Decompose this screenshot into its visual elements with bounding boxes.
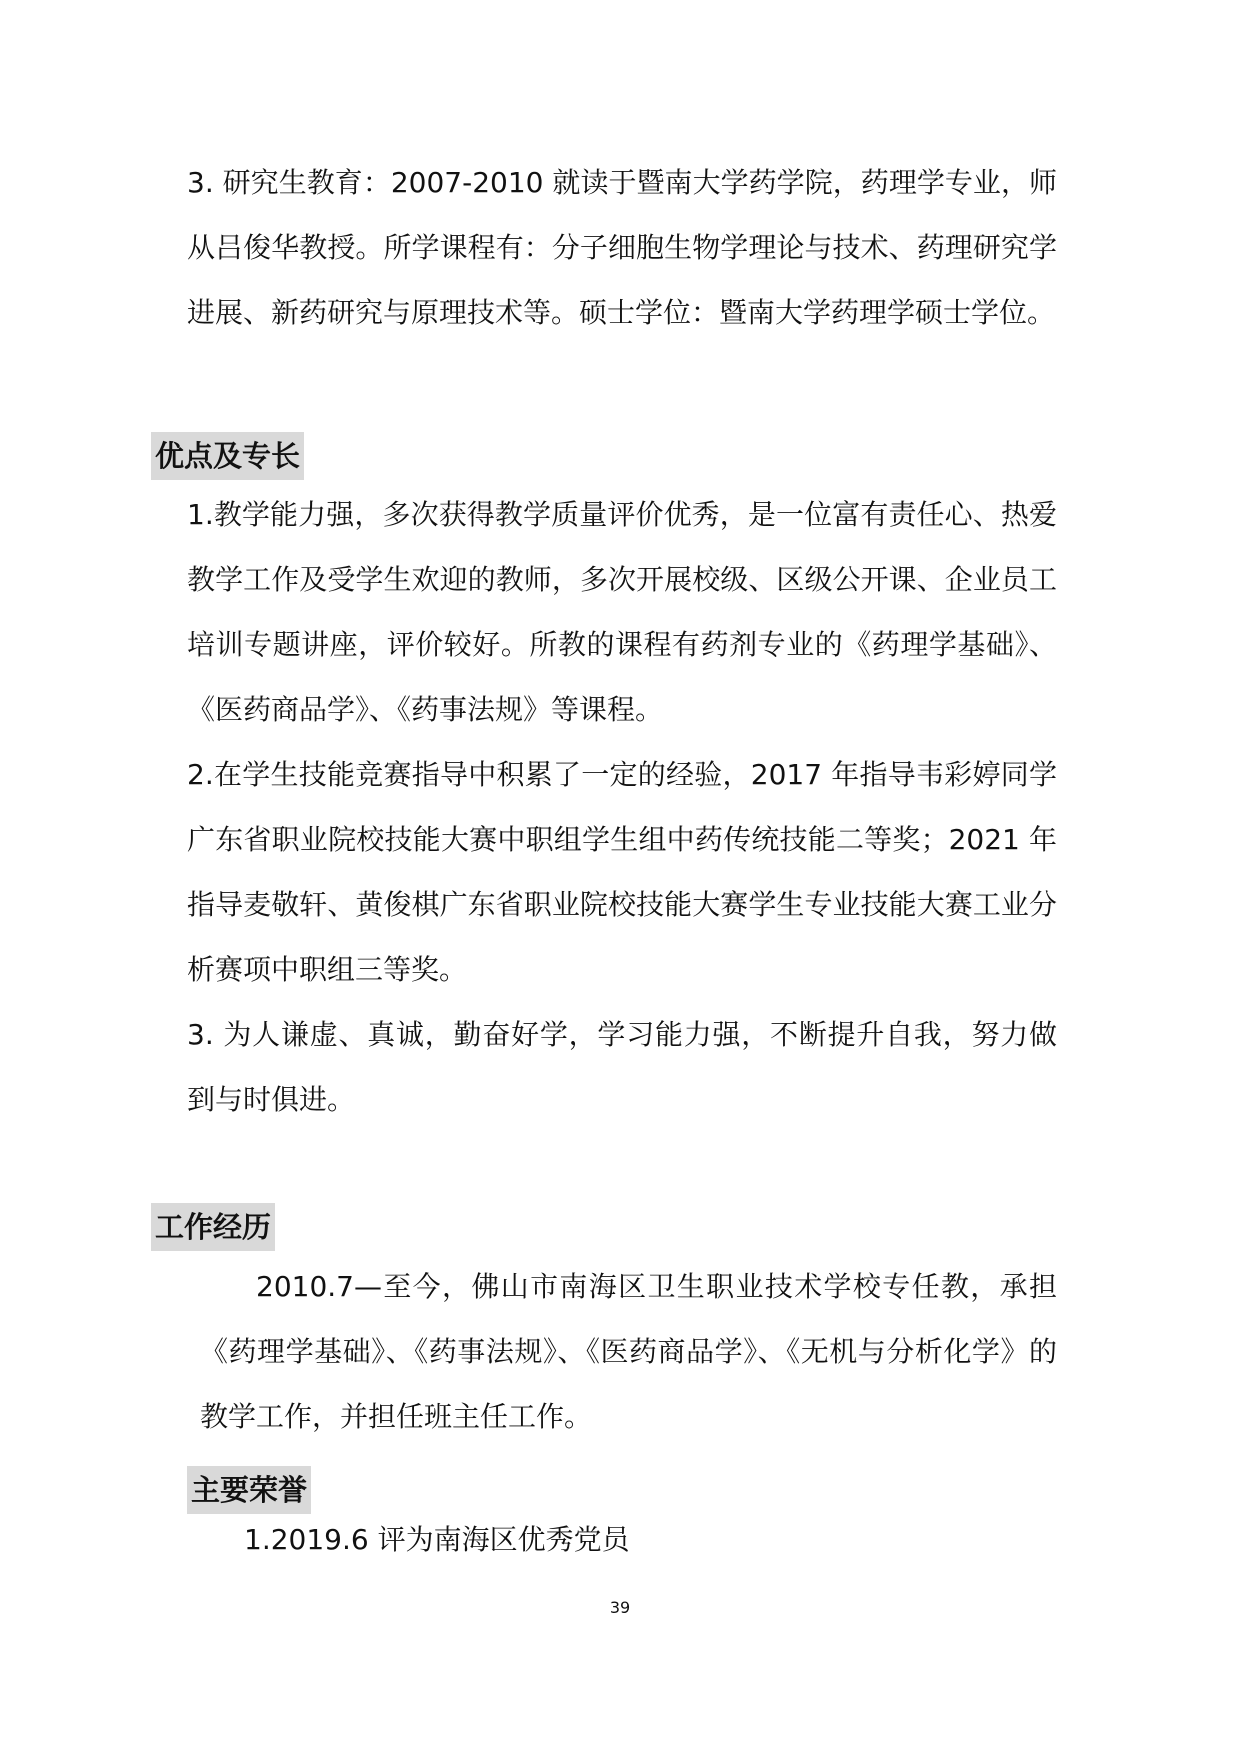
work-heading: 工作经历	[151, 1203, 275, 1251]
page-number: 39	[609, 1598, 631, 1617]
education-paragraph: 3. 研究生教育：2007-2010 就读于暨南大学药学院，药理学专业，师从吕俊华教授。所学课程有：分子细胞生物学理论与技术、药理研究学进展、新药研究与原理技术等。硕士学位：暨南大学药理学硕士学位。	[187, 166, 1057, 329]
honor-item-1: 1.2019.6 评为南海区优秀党员	[244, 1523, 630, 1556]
strengths-heading: 优点及专长	[151, 432, 304, 480]
strength-item-2: 2.在学生技能竞赛指导中积累了一定的经验，2017 年指导韦彩婷同学广东省职业院校技能大赛中职组学生组中药传统技能二等奖；2021 年指导麦敬轩、黄俊棋广东省职业院校技能大赛学生专业技能大赛工业分析赛项中职组三等奖。	[187, 758, 1057, 986]
strength-item-3: 3. 为人谦虚、真诚，勤奋好学，学习能力强，不断提升自我，努力做到与时俱进。	[187, 1018, 1057, 1116]
work-paragraph: 2010.7—至今，佛山市南海区卫生职业技术学校专任教，承担《药理学基础》、《药事法规》、《医药商品学》、《无机与分析化学》的教学工作，并担任班主任工作。	[200, 1270, 1057, 1433]
honors-heading: 主要荣誉	[187, 1466, 311, 1514]
strength-item-1: 1.教学能力强，多次获得教学质量评价优秀，是一位富有责任心、热爱教学工作及受学生欢迎的教师，多次开展校级、区级公开课、企业员工培训专题讲座，评价较好。所教的课程有药剂专业的《药理学基础》、《医药商品学》、《药事法规》等课程。	[187, 498, 1057, 726]
